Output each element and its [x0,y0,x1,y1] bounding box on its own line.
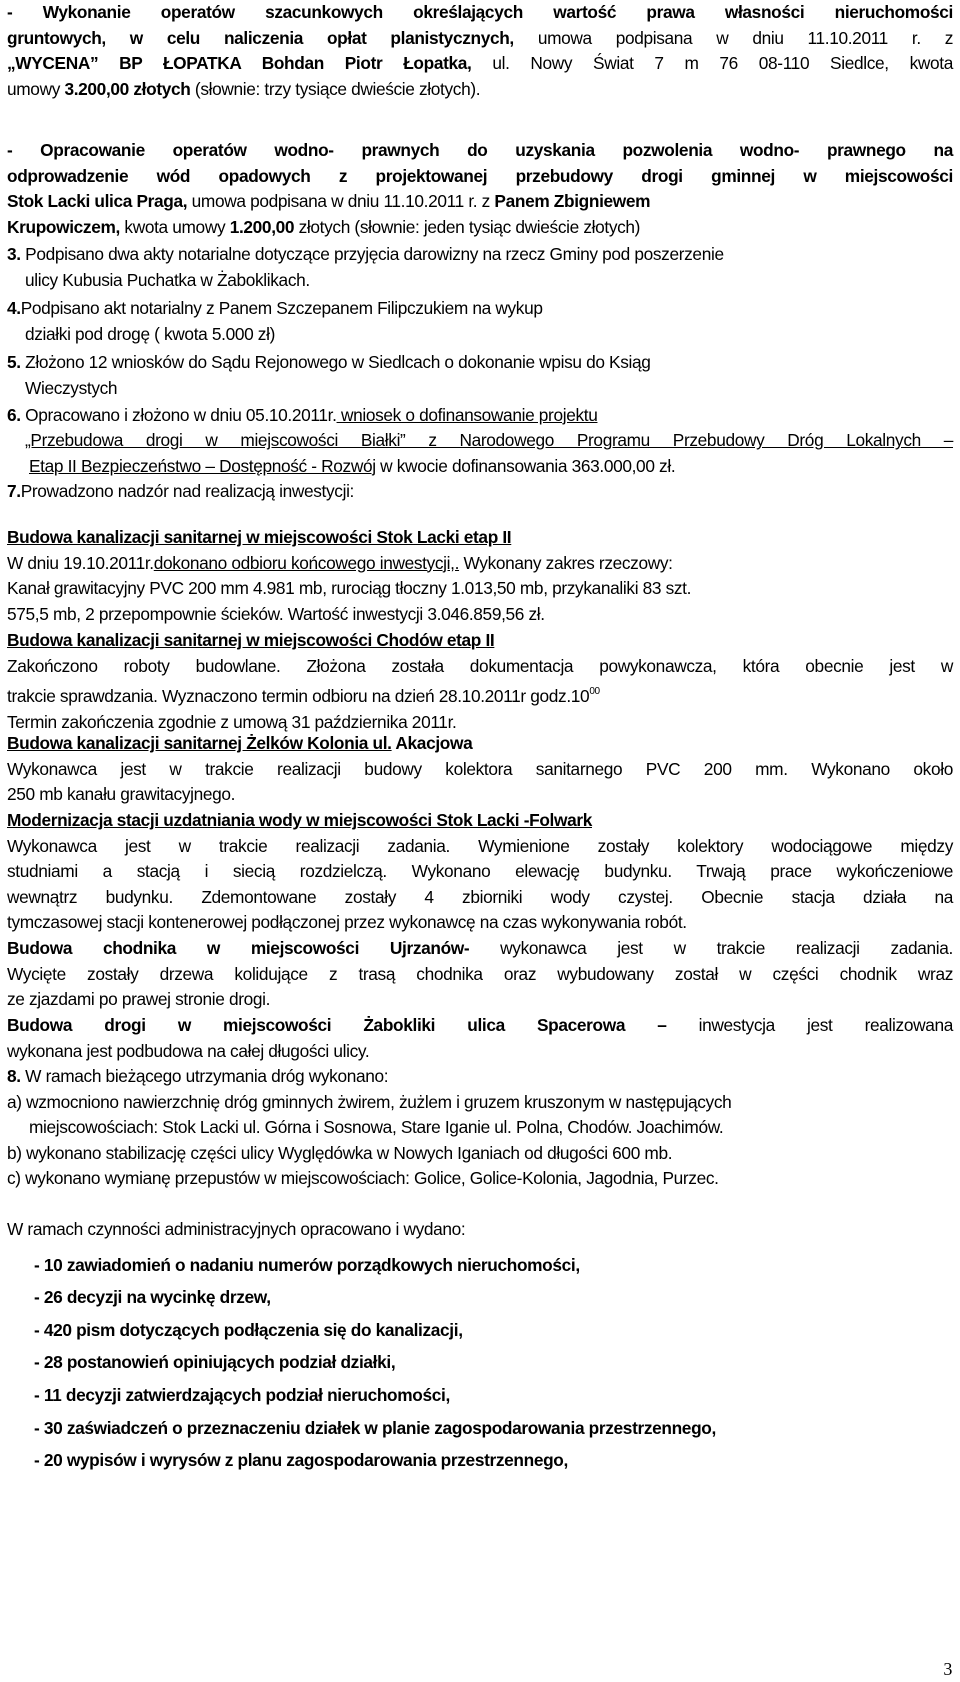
investment-zelkow [7,731,953,808]
section-title: Modernizacja stacji uzdatniania wody w miejscowości Stok Lacki -Folwark [7,810,592,830]
item-8 [7,1064,953,1192]
text-line: odprowadzenie wód opadowych z projektowanej przebudowy drogi gminnej w miejscowości [7,165,953,186]
section-title: Budowa drogi w miejscowości Żabokliki ulica Spacerowa – inwestycja jest realizowana [7,1015,953,1035]
list-item: - 10 zawiadomień o nadaniu numerów porządkowych nieruchomości, [34,1254,580,1275]
item-8-heading: 8. W ramach bieżącego utrzymania dróg wykonano: [7,1066,389,1086]
text-line: W dniu 19.10.2011r.dokonano odbioru końcowego inwestycji,. Wykonany zakres rzeczowy: [7,552,673,573]
text-line: Termin zakończenia zgodnie z umową 31 października 2011r. [7,711,457,732]
investment-water-station [7,808,953,936]
item-6-cont: Etap II Bezpieczeństwo – Dostępność - Rozwój w kwocie dofinansowania 363.000,00 zł. [29,455,676,476]
item-3-cont: ulicy Kubusia Puchatka w Żaboklikach. [25,269,310,290]
item-6-project-name: „Przebudowa drogi w miejscowości Białki” z Narodowego Programu Przebudowy Dróg Lokalnych – [25,430,953,451]
investment-zabokliki [7,1013,953,1064]
investment-ujrzanow [7,936,953,1013]
text-line: Wycięte zostały drzewa kolidujące z trasą chodnika oraz wybudowany został w części chodnik wraz [7,963,953,984]
item-8-a: a) wzmocniono nawierzchnię dróg gminnych żwirem, żużlem i gruzem kruszonym w następujących [7,1091,732,1112]
admin-list [7,1249,953,1477]
item-8-b: b) wykonano stabilizację części ulicy Wyględówka w Nowych Iganiach od długości 600 mb. [7,1142,673,1163]
text-line: tymczasowej stacji kontenerowej podłączonej przez wykonawcę na czas wykonywania robót. [7,912,687,933]
text-line: gruntowych, w celu naliczenia opłat planistycznych, umowa podpisana w dniu 11.10.2011 r. z [7,27,953,48]
list-item: - 28 postanowień opiniujących podział działki, [34,1352,396,1373]
text-line: 575,5 mb, 2 przepompownie ścieków. Wartość inwestycji 3.046.859,56 zł. [7,603,545,624]
water-permit-paragraph [7,138,953,240]
text-line: umowy 3.200,00 złotych (słownie: trzy tysiące dwieście złotych). [7,78,481,99]
section-title: Budowa kanalizacji sanitarnej w miejscowości Chodów etap II [7,630,495,650]
item-4: 4.Podpisano akt notarialny z Panem Szczepanem Filipczukiem na wykup [7,298,543,319]
investment-stok-lacki [7,525,953,627]
item-3: 3. Podpisano dwa akty notarialne dotyczące przyjęcia darowizny na rzecz Gminy pod poszerzenie [7,244,724,264]
item-5-cont: Wieczystych [25,377,118,398]
section-title: Budowa kanalizacji sanitarnej w miejscowości Stok Lacki etap II [7,527,512,547]
item-6: 6. Opracowano i złożono w dniu 05.10.2011r. wniosek o dofinansowanie projektu [7,404,598,425]
list-item: - 30 zaświadczeń o przeznaczeniu działek w planie zagospodarowania przestrzennego, [34,1417,716,1438]
item-8-a-cont: miejscowościach: Stok Lacki ul. Górna i Sosnowa, Stare Iganie ul. Polna, Chodów. Joachimów. [29,1117,724,1138]
page-number: 3 [943,1659,952,1679]
text-line: „WYCENA” BP ŁOPATKA Bohdan Piotr Łopatka, ul. Nowy Świat 7 m 76 08-110 Siedlce, kwota [7,53,953,74]
text-line: studniami a stacją i siecią rozdzielczą. Wykonano elewację budynku. Trwają prace wykończeniowe [7,861,953,882]
text-line: Kanał grawitacyjny PVC 200 mm 4.981 mb, rurociąg tłoczny 1.013,50 mb, przykanaliki 83 szt. [7,578,692,599]
text-line: Stok Lacki ulica Praga, umowa podpisana w dniu 11.10.2011 r. z Panem Zbigniewem [7,191,651,212]
list-item: - 420 pism dotyczących podłączenia się do kanalizacji, [34,1319,463,1340]
item-5: 5. Złożono 12 wniosków do Sądu Rejonowego w Siedlcach o dokonanie wpisu do Ksiąg [7,352,651,373]
text-line: trakcie sprawdzania. Wyznaczono termin odbioru na dzień 28.10.2011r $godz.10^{00}$ [7,686,600,707]
text-line: ze zjazdami po prawej stronie drogi. [7,989,271,1010]
list-item: - 26 decyzji na wycinkę drzew, [34,1287,271,1308]
valuation-paragraph [7,0,953,102]
text-line: - Wykonanie operatów szacunkowych określających wartość prawa własności nieruchomości [7,2,953,22]
text-line: Krupowiczem, kwota umowy 1.200,00 złotych (słownie: jeden tysiąc dwieście złotych) [7,216,641,237]
text-line: Wykonawca jest w trakcie realizacji zadania. Wymienione zostały kolektory wodociągowe między [7,835,953,856]
item-4-cont: działki pod drogę ( kwota 5.000 zł) [25,323,275,344]
list-item: - 20 wypisów i wyrysów z planu zagospodarowania przestrzennego, [34,1450,568,1471]
text-line: Wykonawca jest w trakcie realizacji budowy kolektora sanitarnego PVC 200 mm. Wykonano około [7,758,953,779]
text-line: wykonana jest podbudowa na całej długości ulicy. [7,1040,370,1061]
item-8-c: c) wykonano wymianę przepustów w miejscowościach: Golice, Golice-Kolonia, Jagodnia, Purzec. [7,1168,719,1189]
list-item: - 11 decyzji zatwierdzających podział nieruchomości, [34,1384,450,1405]
administrative-section [7,1217,953,1477]
numbered-items [7,242,953,505]
investment-chodow [7,628,953,735]
text-line: wewnątrz budynku. Zdemontowane zostały 4 zbiorniki wody czystej. Obecnie stacja działa na [7,886,953,907]
item-7: 7.Prowadzono nadzór nad realizacją inwestycji: [7,481,355,502]
text-line: Zakończono roboty budowlane. Złożona została dokumentacja powykonawcza, która obecnie jest w [7,655,953,676]
admin-intro: W ramach czynności administracyjnych opracowano i wydano: [7,1219,466,1239]
section-title: Budowa kanalizacji sanitarnej Żelków Kolonia ul. Akacjowa [7,733,473,753]
section-title: Budowa chodnika w miejscowości Ujrzanów- wykonawca jest w trakcie realizacji zadania. [7,938,954,958]
text-line: - Opracowanie operatów wodno- prawnych do uzyskania pozwolenia wodno- prawnego na [7,140,953,160]
text-line: 250 mb kanału grawitacyjnego. [7,784,236,805]
